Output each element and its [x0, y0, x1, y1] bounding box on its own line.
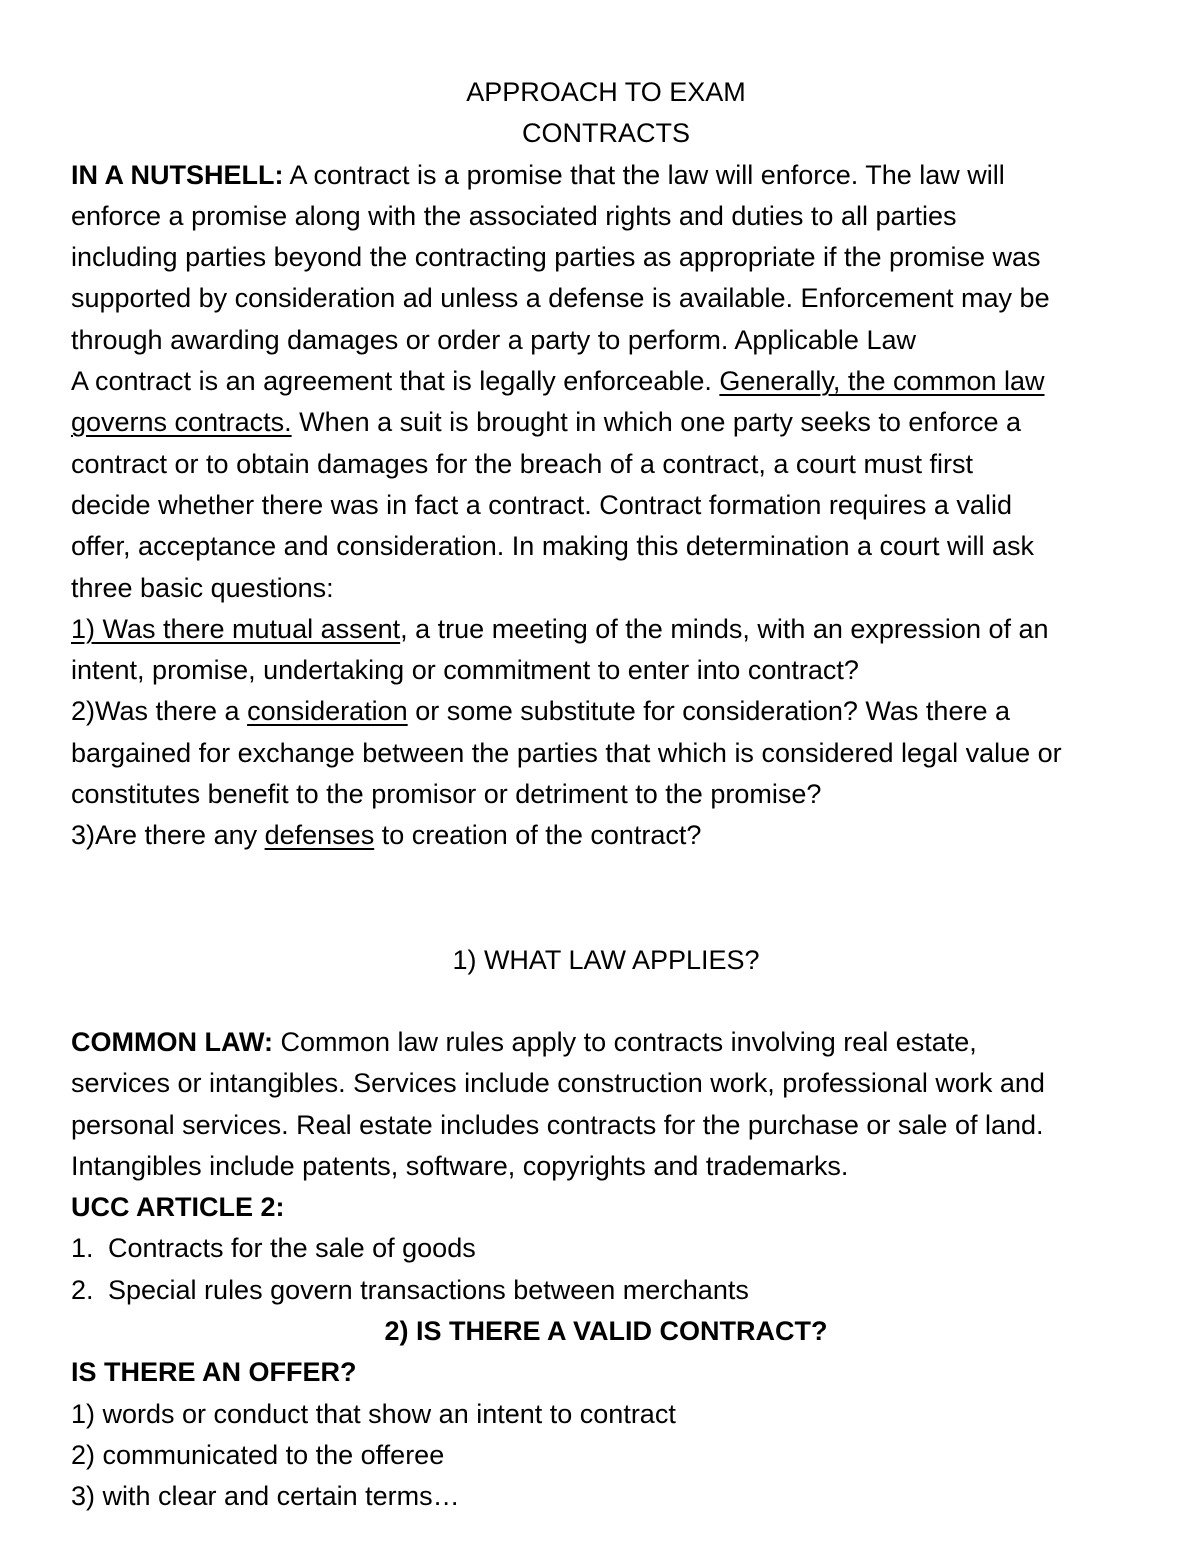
- section-1-heading: 1) WHAT LAW APPLIES?: [452, 944, 760, 975]
- body-text: or some substitute for consideration? Was there a: [407, 696, 1010, 727]
- body-line: intent, promise, undertaking or commitment to enter into contract?: [71, 655, 859, 686]
- body-text: 2)Was there a: [71, 696, 248, 727]
- body-line: services or intangibles. Services include construction work, professional work and: [71, 1068, 1045, 1099]
- underlined-text: 1) Was there mutual assent: [71, 613, 401, 644]
- body-line: [71, 361, 1141, 402]
- list-item: [71, 1228, 1141, 1269]
- offer-label: IS THERE AN OFFER?: [71, 1357, 357, 1388]
- common-law-label: COMMON LAW:: [71, 1026, 273, 1057]
- nutshell-label: IN A NUTSHELL:: [71, 159, 284, 190]
- question-3: [71, 815, 1141, 856]
- body-line: enforce a promise along with the associated rights and duties to all parties: [71, 200, 957, 231]
- body-text: to creation of the contract?: [374, 820, 702, 851]
- body-line: through awarding damages or order a party to perform. Applicable Law: [71, 324, 916, 355]
- section-2-heading: 2) IS THERE A VALID CONTRACT?: [384, 1316, 828, 1347]
- body-line: decide whether there was in fact a contract. Contract formation requires a valid: [71, 489, 1012, 520]
- nutshell-text: A contract is a promise that the law will enforce. The law will: [283, 159, 1005, 190]
- body-line: bargained for exchange between the parties that which is considered legal value or: [71, 737, 1062, 768]
- document-page: [71, 72, 1141, 1518]
- common-law-line: [71, 1022, 1141, 1063]
- underlined-text: consideration: [247, 696, 408, 727]
- underlined-text: governs contracts.: [71, 407, 292, 438]
- question-2: [71, 691, 1141, 732]
- body-text: A contract is an agreement that is legally enforceable.: [71, 366, 720, 397]
- body-line: contract or to obtain damages for the breach of a contract, a court must first: [71, 448, 973, 479]
- body-line: supported by consideration ad unless a defense is available. Enforcement may be: [71, 283, 1050, 314]
- list-item: [71, 1270, 1141, 1311]
- nutshell-line-1: [71, 155, 1141, 196]
- list-text: Special rules govern transactions between merchants: [108, 1274, 749, 1305]
- underlined-text: Generally, the common law: [719, 366, 1045, 397]
- list-item: 1) words or conduct that show an intent to contract: [71, 1398, 676, 1429]
- document-subtitle: CONTRACTS: [522, 118, 690, 149]
- body-line: [71, 402, 1141, 443]
- body-line: personal services. Real estate includes contracts for the purchase or sale of land.: [71, 1109, 1044, 1140]
- spacer: [71, 981, 1141, 1022]
- list-item: 3) with clear and certain terms…: [71, 1481, 460, 1512]
- list-text: Contracts for the sale of goods: [108, 1233, 476, 1264]
- underlined-text: defenses: [264, 820, 375, 851]
- body-text: Common law rules apply to contracts involving real estate,: [272, 1026, 977, 1057]
- body-line: including parties beyond the contracting parties as appropriate if the promise was: [71, 242, 1041, 273]
- spacer: [71, 857, 1141, 940]
- document-title: APPROACH TO EXAM: [466, 77, 746, 107]
- body-line: Intangibles include patents, software, copyrights and trademarks.: [71, 1150, 849, 1181]
- body-line: constitutes benefit to the promisor or detriment to the promise?: [71, 779, 822, 810]
- body-text: , a true meeting of the minds, with an expression of an: [400, 613, 1049, 644]
- list-item: 2) communicated to the offeree: [71, 1439, 445, 1470]
- body-line: offer, acceptance and consideration. In making this determination a court will ask: [71, 531, 1035, 562]
- list-number: 1.: [71, 1233, 94, 1264]
- list-number: 2.: [71, 1274, 94, 1305]
- body-text: 3)Are there any: [71, 820, 265, 851]
- question-1: [71, 609, 1141, 650]
- ucc-label: UCC ARTICLE 2:: [71, 1192, 285, 1223]
- body-line: three basic questions:: [71, 572, 334, 603]
- body-text: When a suit is brought in which one party seeks to enforce a: [291, 407, 1022, 438]
